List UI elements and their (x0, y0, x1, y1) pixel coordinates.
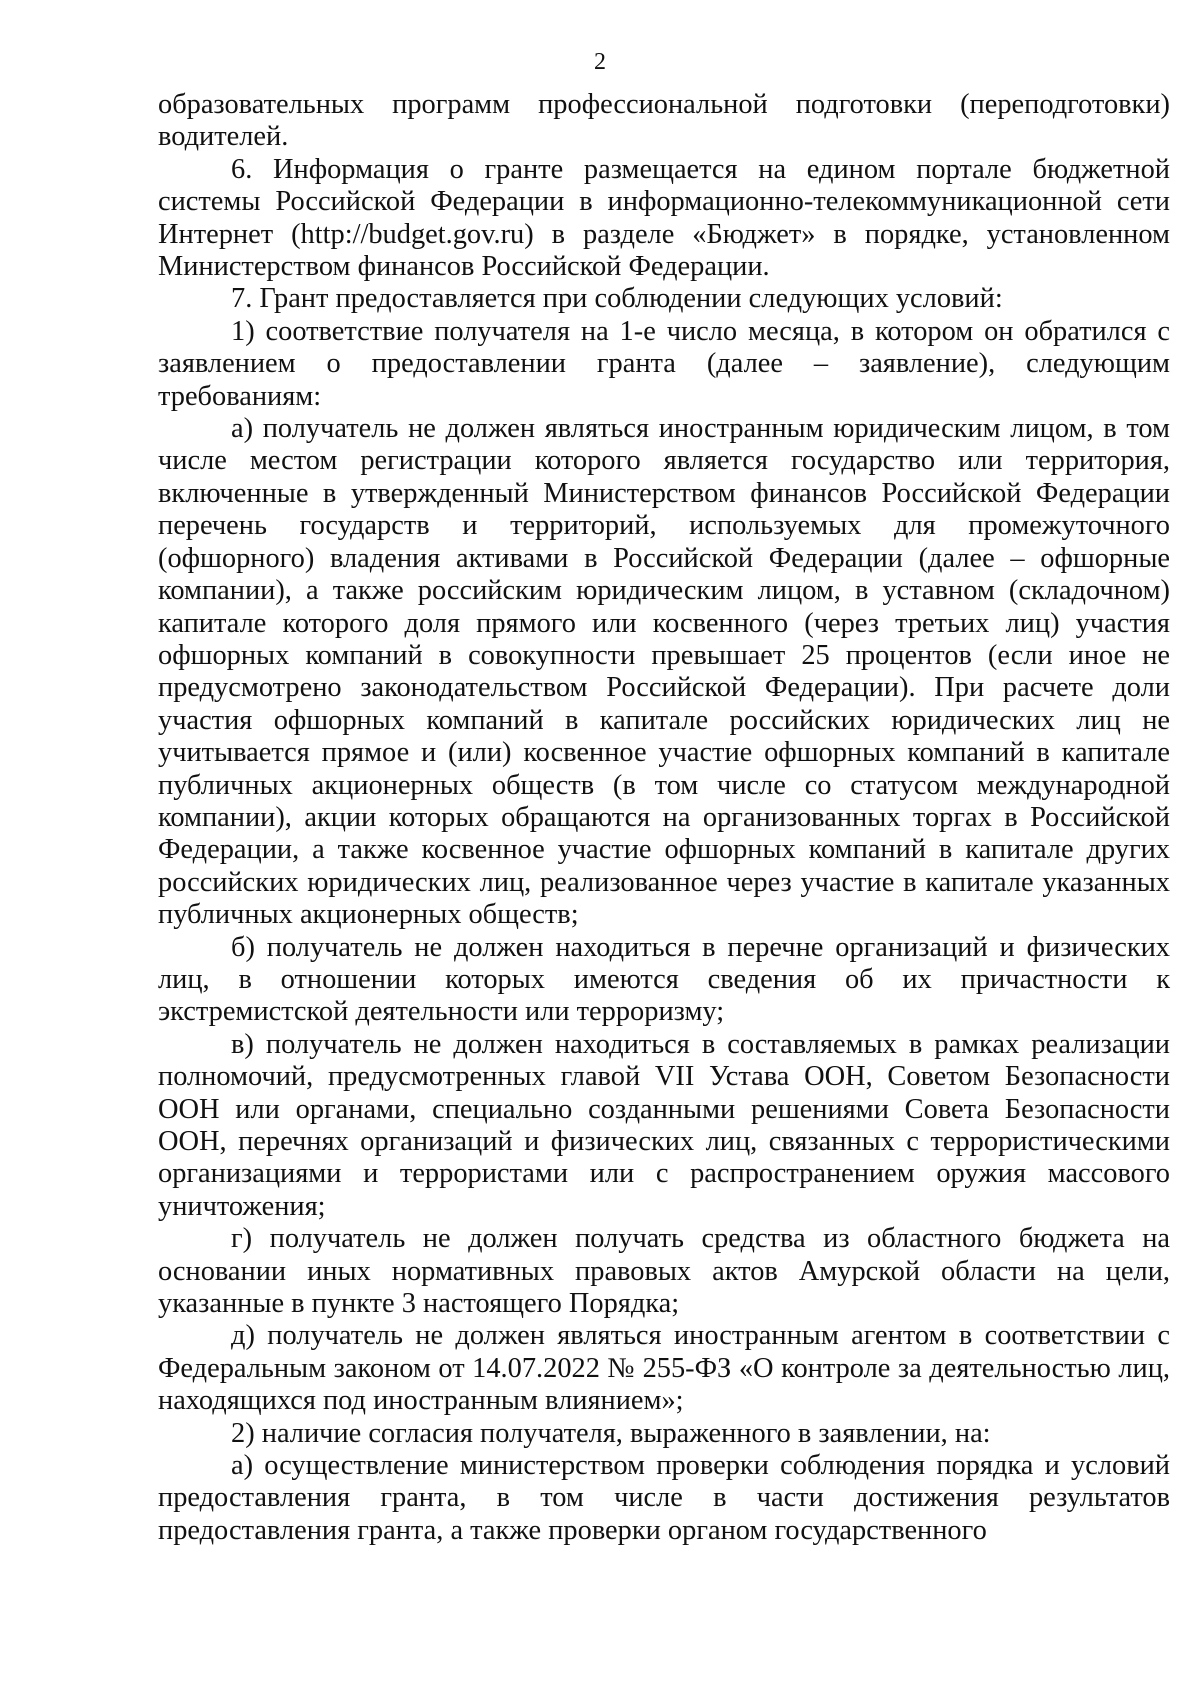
paragraph-subitem-g: г) получатель не должен получать средства из областного бюджета на основании иных нормативных правовых актов Амурской области на цели, указанные в пункте 3 настоящего Порядка; (158, 1223, 1170, 1320)
page-number: 2 (594, 49, 606, 75)
paragraph-subitem-b: б) получатель не должен находиться в перечне организаций и физических лиц, в отношении которых имеются сведения об их причастности к экстремистской деятельности или терроризму; (158, 931, 1170, 1028)
paragraph-item-6: 6. Информация о гранте размещается на едином портале бюджетной системы Российской Федерации в информационно-телекоммуникационной сети Интернет (http://budget.gov.ru) в разделе «Бюджет» в порядке, установленном Министерством финансов Российской Федерации. (158, 153, 1170, 283)
paragraph-subitem-2: 2) наличие согласия получателя, выраженного в заявлении, на: (231, 1417, 991, 1449)
paragraph-subitem-d: д) получатель не должен являться иностранным агентом в соответствии с Федеральным законом от 14.07.2022 № 255-ФЗ «О контроле за деятельностью лиц, находящихся под иностранным влиянием»; (158, 1320, 1170, 1417)
paragraph-subitem-1: 1) соответствие получателя на 1-е число месяца, в котором он обратился с заявлением о предоставлении гранта (далее – заявление), следующим требованиям: (158, 315, 1170, 412)
paragraph-continuation: образовательных программ профессиональной подготовки (переподготовки) водителей. (158, 89, 1170, 153)
paragraph-item-7: 7. Грант предоставляется при соблюдении следующих условий: (231, 283, 1003, 315)
paragraph-subitem-2a: а) осуществление министерством проверки соблюдения порядка и условий предоставления гранта, в том числе в части достижения результатов предоставления гранта, а также проверки органом государственного (158, 1450, 1170, 1546)
paragraph-subitem-v: в) получатель не должен находиться в составляемых в рамках реализации полномочий, предусмотренных главой VII Устава ООН, Советом Безопасности ООН или органами, специально созданными решениями Совета Безопасности ООН, перечнях организаций и физических лиц, связанных с террористическими организациями и террористами или с распространением оружия массового уничтожения; (158, 1028, 1170, 1222)
document-body (158, 89, 1170, 1547)
paragraph-subitem-a: а) получатель не должен являться иностранным юридическим лицом, в том числе местом регистрации которого является государство или территория, включенные в утвержденный Министерством финансов Российской Федерации перечень государств и территорий, используемых для промежуточного (офшорного) владения активами в Российской Федерации (далее – офшорные компании), а также российским юридическим лицом, в уставном (складочном) капитале которого доля прямого или косвенного (через третьих лиц) участия офшорных компаний в совокупности превышает 25 процентов (если иное не предусмотрено законодательством Российской Федерации). При расчете доли участия офшорных компаний в капитале российских юридических лиц не учитывается прямое и (или) косвенное участие офшорных компаний в капитале публичных акционерных обществ (в том числе со статусом международной компании), акции которых обращаются на организованных торгах в Российской Федерации, а также косвенное участие офшорных компаний в капитале других российских юридических лиц, реализованное через участие в капитале указанных публичных акционерных обществ; (158, 413, 1170, 931)
